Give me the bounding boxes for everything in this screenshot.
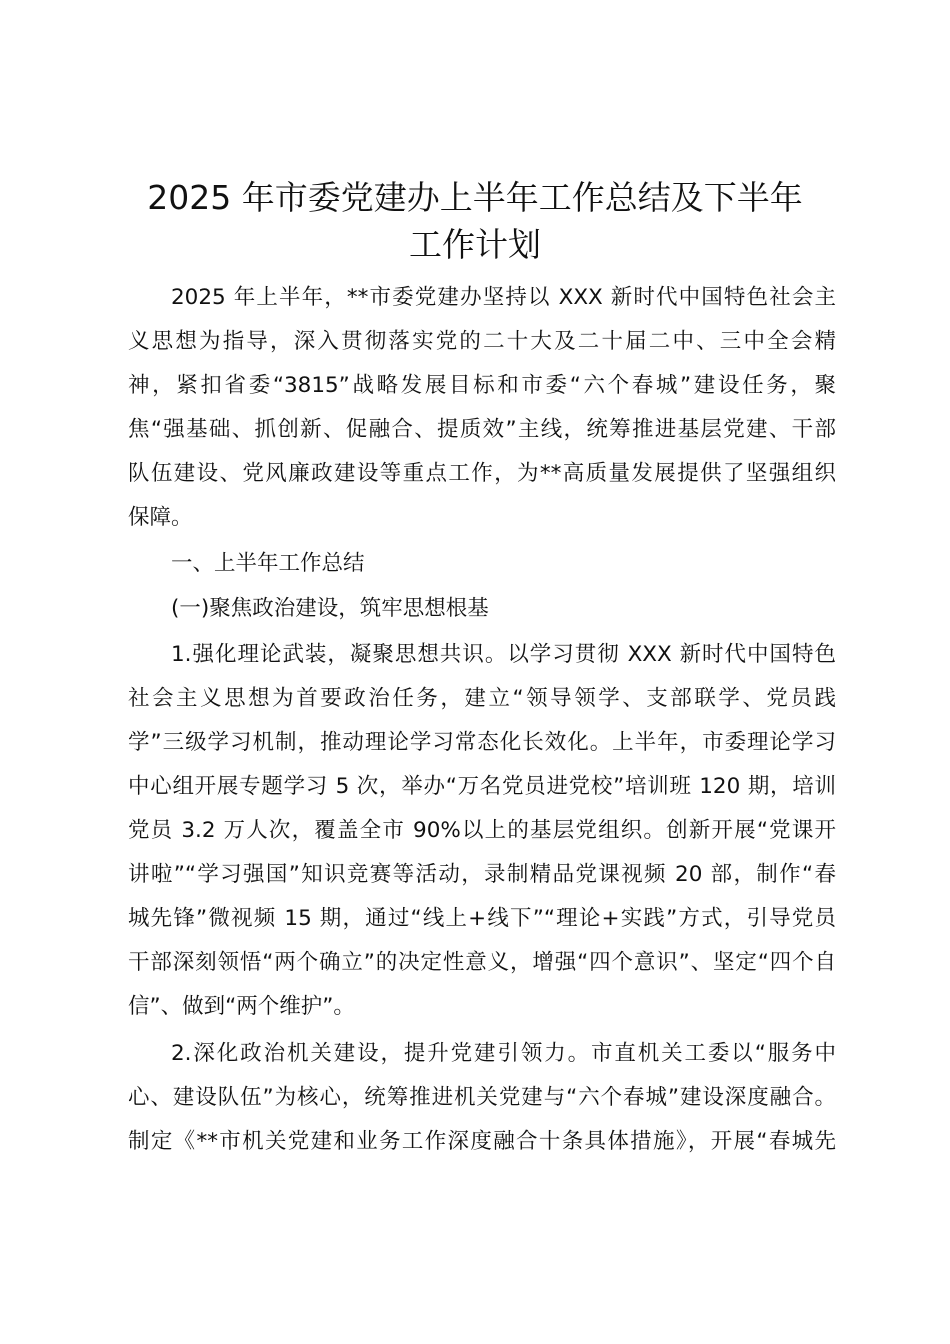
document-title-line-1: 2025 年市委党建办上半年工作总结及下半年	[147, 178, 803, 217]
paragraph-line: 队伍建设、党风廉政建设等重点工作，为**高质量发展提供了坚强组织	[128, 461, 836, 486]
paragraph-line: 党员 3.2 万人次，覆盖全市 90%以上的基层党组织。创新开展“党课开	[128, 818, 836, 843]
paragraph-line: 信”、做到“两个维护”。	[128, 994, 355, 1019]
paragraph-line: 2025 年上半年，**市委党建办坚持以 XXX 新时代中国特色社会主	[171, 285, 836, 310]
paragraph-line: 中心组开展专题学习 5 次，举办“万名党员进党校”培训班 120 期，培训	[128, 774, 836, 799]
paragraph-line: 心、建设队伍”为核心，统筹推进机关党建与“六个春城”建设深度融合。	[128, 1085, 836, 1110]
paragraph-line: 神，紧扣省委“3815”战略发展目标和市委“六个春城”建设任务，聚	[128, 373, 836, 398]
paragraph-line: 学”三级学习机制，推动理论学习常态化长效化。上半年，市委理论学习	[128, 730, 836, 755]
paragraph-line: 焦“强基础、抓创新、促融合、提质效”主线，统筹推进基层党建、干部	[128, 417, 836, 442]
paragraph-line: 社会主义思想为首要政治任务，建立“领导领学、支部联学、党员践	[128, 686, 836, 711]
paragraph-line: 1.强化理论武装，凝聚思想共识。以学习贯彻 XXX 新时代中国特色	[171, 642, 836, 667]
subsection-heading: (一)聚焦政治建设，筑牢思想根基	[171, 596, 489, 621]
paragraph-line: 干部深刻领悟“两个确立”的决定性意义，增强“四个意识”、坚定“四个自	[128, 950, 836, 975]
paragraph-line: 制定《**市机关党建和业务工作深度融合十条具体措施》，开展“春城先	[128, 1129, 836, 1154]
paragraph-line: 讲啦”“学习强国”知识竞赛等活动，录制精品党课视频 20 部，制作“春	[128, 862, 836, 887]
paragraph-line: 义思想为指导，深入贯彻落实党的二十大及二十届二中、三中全会精	[128, 329, 836, 354]
section-heading: 一、上半年工作总结	[171, 551, 365, 576]
paragraph-line: 城先锋”微视频 15 期，通过“线上+线下”“理论+实践”方式，引导党员	[128, 906, 836, 931]
paragraph-line: 保障。	[128, 505, 193, 530]
document-title-line-2: 工作计划	[409, 225, 541, 264]
paragraph-line: 2.深化政治机关建设，提升党建引领力。市直机关工委以“服务中	[171, 1041, 836, 1066]
